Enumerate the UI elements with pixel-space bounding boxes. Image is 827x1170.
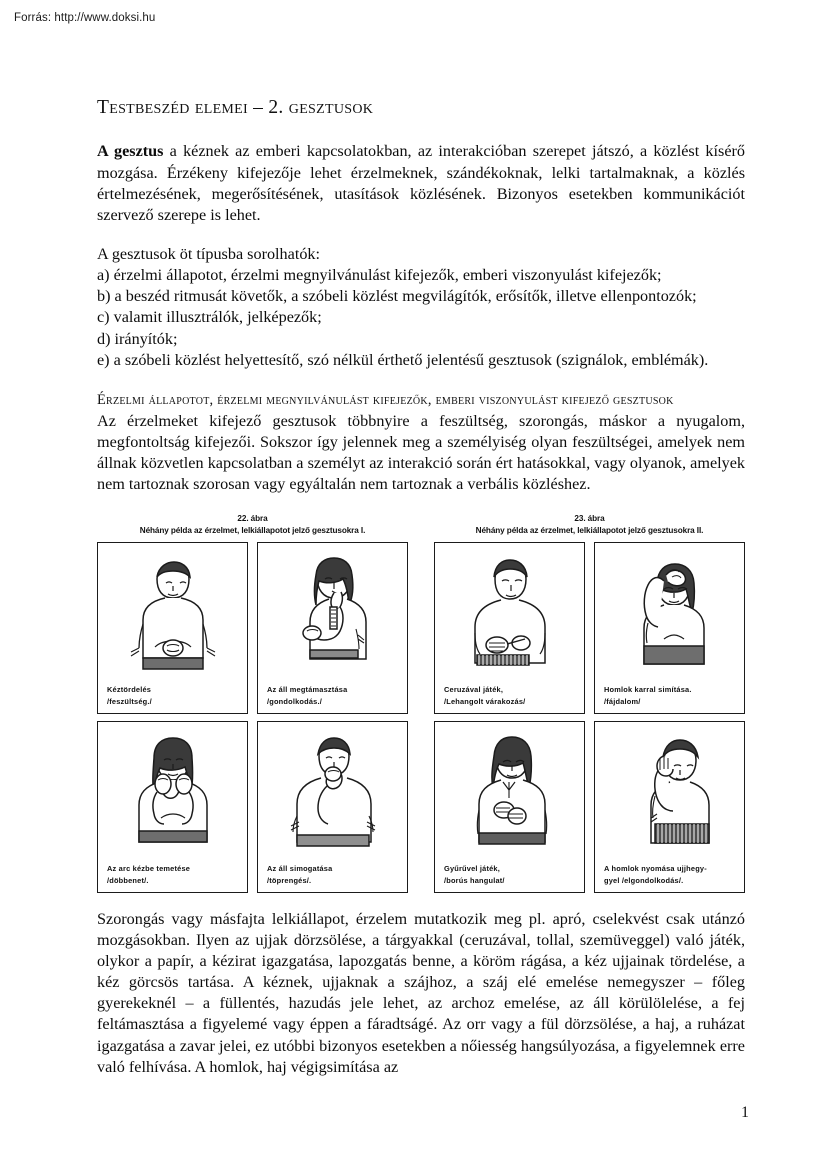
- figure-22-caption: [97, 513, 408, 536]
- figure-label-line2: /feszültség./: [107, 696, 152, 706]
- figure-label-line2: /Lehangolt várakozás/: [444, 696, 526, 706]
- figure-cell-label: [435, 684, 584, 712]
- illustration-face-in-hands-icon: [98, 726, 247, 862]
- list-item: a) érzelmi állapotot, érzelmi megnyilvánulást kifejezők, emberi viszonyulást kifejezők;: [97, 266, 662, 285]
- figure-22: [97, 513, 408, 892]
- figure-23-caption-text: Néhány példa az érzelmet, lelkiállapotot jelző gesztusokra II.: [475, 526, 704, 536]
- list-item: d) irányítók;: [97, 329, 178, 348]
- list-intro: A gesztusok öt típusba sorolhatók:: [97, 244, 321, 263]
- figure-label-line2: /borús hangulat/: [444, 875, 505, 885]
- figure-23-number: 23. ábra: [574, 514, 605, 524]
- figure-cell-label: [435, 863, 584, 891]
- closing-paragraph: Szorongás vagy másfajta lelkiállapot, érzelem mutatkozik meg pl. apró, cselekvést csak utánzó mozgásokban. Ilyen az ujjak dörzsölése, a tárgyakkal (ceruzával, tollal, szemüveggel) való játék, olykor a papír, a kézirat igazgatása, lapozgatás benne, a köröm rágása, a kéz ujjainak tördelése, a kéz görcsös tartása. A kéznek, ujjaknak a szájhoz, a száj elé emelése nemegyszer – főleg gyerekeknél – a füllentés, hazudás jele lehet, az archoz emelése, az áll körülölelése, a fej feltámasztása a figyelemé vagy éppen a fáradtságé. Az orr vagy a fül dörzsölése, a haj, a ruházat igazgatása a zavar jelei, ez utóbbi bizonyos esetekben a nőiesség hangsúlyozása, a figyelemnek erre való felhívása. A homlok, haj végigsimítása az: [97, 909, 745, 1076]
- illustration-ring-play-icon: [435, 726, 584, 862]
- figure-23-grid: [434, 542, 745, 893]
- figure-cell-homlok-nyomása: [594, 721, 745, 893]
- list-item: b) a beszéd ritmusát követők, a szóbeli közlést megvilágítók, erősítők, illetve ellenpontozók;: [97, 287, 697, 306]
- figure-22-number: 22. ábra: [237, 514, 268, 524]
- intro-rest-text: a kéznek az emberi kapcsolatokban, az interakcióban szerepet játszó, a közlést kísérő mozgása. Érzékeny kifejezője lehet érzelmeknek, szándékoknak, lelki tartalmaknak, a közlés értelmezésének, megerősítésének, utasítások közlésének. Bizonyos esetekben kommunikációt szervező szerepe is lehet.: [97, 142, 745, 224]
- figure-cell-label: [98, 863, 247, 891]
- figure-label-line1: Az áll simogatása: [267, 864, 333, 874]
- illustration-arm-over-forehead-icon: [595, 547, 744, 683]
- figure-cell-gyűrűvel-játék: [434, 721, 585, 893]
- list-item: c) valamit illusztrálók, jelképezők;: [97, 308, 322, 327]
- figure-label-line2: /döbbenet/.: [107, 875, 149, 885]
- figure-cell-label: [258, 863, 407, 891]
- figure-cell-áll-megtámasztása: [257, 542, 408, 714]
- list-item: e) a szóbeli közlést helyettesítő, szó nélkül érthető jelentésű gesztusok (szignálok, emblémák).: [97, 350, 709, 369]
- figure-cell-ceruzával-játék: [434, 542, 585, 714]
- figure-label-line1: Ceruzával játék,: [444, 685, 504, 695]
- figure-label-line1: Az arc kézbe temetése: [107, 864, 191, 874]
- figure-label-line1: Az áll megtámasztása: [267, 685, 348, 695]
- figure-23-caption: [434, 513, 745, 536]
- figure-cell-arc-kézbe-temetése: [97, 721, 248, 893]
- figure-cell-homlok-karral-simítása: [594, 542, 745, 714]
- document-content: [97, 96, 745, 1078]
- illustration-hand-wringing-icon: [98, 547, 247, 683]
- figure-cell-label: [258, 684, 407, 712]
- illustration-fingertip-on-forehead-icon: [595, 726, 744, 862]
- figure-22-caption-text: Néhány példa az érzelmet, lelkiállapotot jelző gesztusokra I.: [139, 526, 366, 536]
- figure-label-line1: Homlok karral simítása.: [604, 685, 692, 695]
- figure-label-line2: /töprengés/.: [267, 875, 312, 885]
- illustration-chin-support-icon: [258, 547, 407, 683]
- gesture-types-list: [97, 244, 745, 371]
- figure-label-line2: /gondolkodás./: [267, 696, 322, 706]
- intro-paragraph: [97, 141, 745, 226]
- source-url-header: Forrás: http://www.doksi.hu: [14, 12, 156, 24]
- figure-cell-label: [595, 684, 744, 712]
- page-title: Testbeszéd elemei – 2. gesztusok: [97, 97, 374, 118]
- intro-lead-text: A gesztus: [97, 142, 164, 161]
- figure-label-line1: A homlok nyomása ujjhegy-: [604, 864, 707, 874]
- section-subheading: Érzelmi állapotot, érzelmi megnyilvánulást kifejezők, emberi viszonyulást kifejező gesztusok: [97, 391, 674, 408]
- illustration-pencil-play-icon: [435, 547, 584, 683]
- figure-row: [97, 513, 745, 892]
- figure-label-line2: /fájdalom/: [604, 696, 641, 706]
- figure-label-line2: gyel /elgondolkodás/.: [604, 875, 684, 885]
- figure-cell-áll-simogatása: [257, 721, 408, 893]
- figure-23: [434, 513, 745, 892]
- figure-cell-kéztördelés: [97, 542, 248, 714]
- figure-label-line1: Gyűrűvel játék,: [444, 864, 500, 874]
- figure-cell-label: [595, 863, 744, 891]
- figure-cell-label: [98, 684, 247, 712]
- figure-label-line1: Kéztördelés: [107, 685, 152, 695]
- illustration-chin-stroking-icon: [258, 726, 407, 862]
- section-paragraph: Az érzelmeket kifejező gesztusok többnyire a feszültség, szorongás, máskor a nyugalom, megfontoltság kifejezői. Sokszor így jelennek meg a személyiség olyan feszültségei, amelyek nem állnak közvetlen kapcsolatban a személyt az interakció során ért hatásokkal, vagy olyanok, amelyek nem tartoznak szorosan vagy egyáltalán nem tartoznak a verbális közléshez.: [97, 411, 745, 494]
- figure-22-grid: [97, 542, 408, 893]
- page-number: 1: [741, 1104, 749, 1121]
